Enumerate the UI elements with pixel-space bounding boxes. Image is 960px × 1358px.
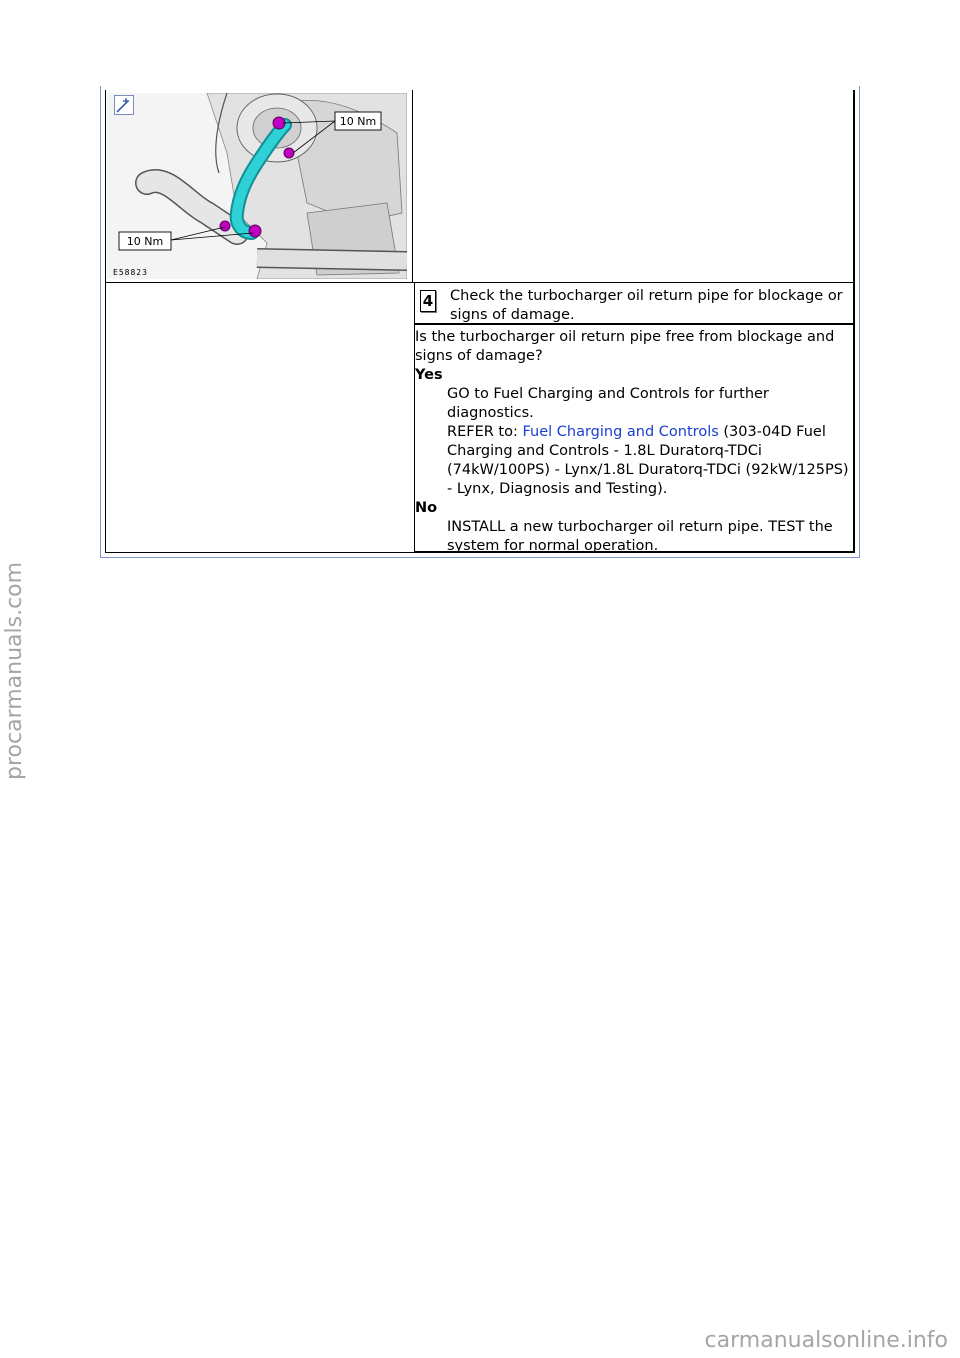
left-empty-cell — [105, 283, 415, 553]
step-number: 4 — [420, 290, 436, 312]
yes-label: Yes — [415, 367, 443, 383]
turbocharger-oil-return-pipe-illustration[interactable] — [107, 93, 407, 279]
answer-block — [415, 328, 853, 556]
torque-callout-top: 10 Nm — [339, 115, 377, 128]
torque-callout-bottom: 10 Nm — [126, 235, 164, 248]
yes-action-text: GO to Fuel Charging and Controls for further diagnostics. — [447, 386, 769, 421]
figure-empty-cell — [412, 90, 855, 283]
refer-prefix: REFER to: — [447, 424, 523, 440]
question-text: Is the turbocharger oil return pipe free from blockage and signs of damage? — [415, 329, 835, 364]
refer-suffix: (303-04D Fuel Charging and Controls - 1.8L Duratorq-TDCi (74kW/100PS) - Lynx/1.8L Duratorq-TDCi (92kW/125PS) - Lynx, Diagnosis and Testing). — [447, 424, 849, 497]
figure-id: E58823 — [113, 268, 148, 277]
no-label: No — [415, 500, 438, 516]
no-action-text: INSTALL a new turbocharger oil return pipe. TEST the system for normal operation. — [447, 519, 833, 554]
side-watermark: procarmanuals.com — [2, 561, 27, 780]
zoom-icon[interactable] — [114, 95, 134, 115]
step-text: Check the turbocharger oil return pipe for blockage or signs of damage. — [450, 288, 843, 323]
bottom-watermark: carmanualsonline.info — [704, 1328, 948, 1353]
fuel-charging-link[interactable]: Fuel Charging and Controls — [522, 424, 719, 440]
yes-refer-text — [415, 423, 853, 499]
